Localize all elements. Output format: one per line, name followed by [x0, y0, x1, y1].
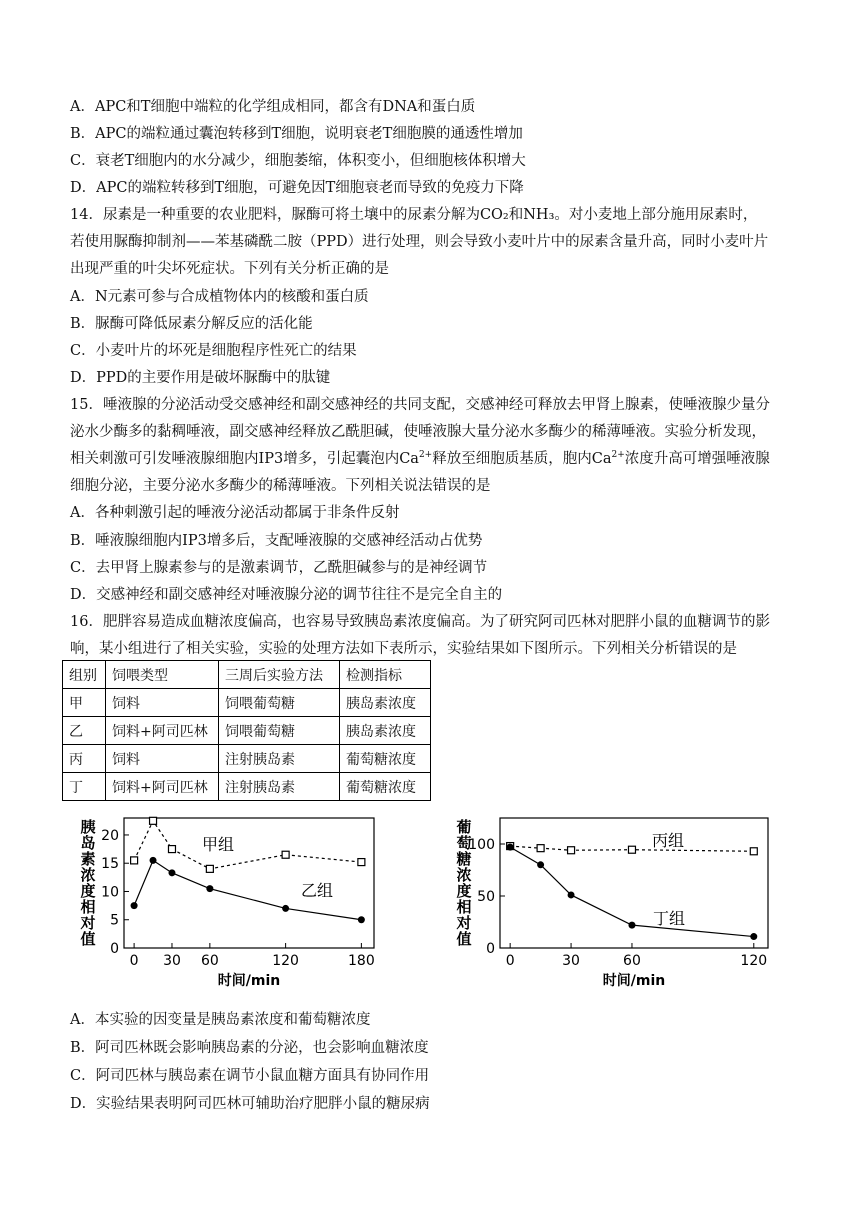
- table-header-row: [63, 661, 431, 689]
- q15-stem-3c: 浓度升高可增强唾液腺: [624, 451, 770, 467]
- table-row: [63, 745, 431, 773]
- ca-charge-1: 2+: [418, 450, 433, 461]
- table-header-cell: 饲喂类型: [106, 661, 219, 689]
- q14-option-d: D．PPD的主要作用是破坏脲酶中的肽键: [70, 370, 331, 386]
- table-cell: 丁: [63, 773, 106, 801]
- data-point: [131, 902, 138, 909]
- q14-stem-3: 出现严重的叶尖坏死症状。下列有关分析正确的是: [70, 261, 389, 277]
- q15-stem-2: 泌水少酶多的黏稠唾液，副交感神经释放乙酰胆碱，使唾液腺大量分泌水多酶少的稀薄唾液。实验分析发现，: [70, 424, 766, 440]
- data-point: [750, 933, 757, 940]
- ca-charge-2: 2+: [611, 450, 625, 461]
- q15-option-c: C．去甲肾上腺素参与的是激素调节，乙酰胆碱参与的是神经调节: [70, 560, 488, 576]
- table-cell: 饲喂葡萄糖: [219, 717, 340, 745]
- data-point: [206, 865, 213, 872]
- q13-option-b: B．APC的端粒通过囊泡转移到T细胞，说明衰老T细胞膜的通透性增加: [70, 126, 523, 142]
- table-cell: 甲: [63, 689, 106, 717]
- data-point: [628, 846, 635, 853]
- q15-stem-4: 细胞分泌，主要分泌水多酶少的稀薄唾液。下列相关说法错误的是: [70, 478, 491, 494]
- table-header-cell: 三周后实验方法: [219, 661, 340, 689]
- q16-option-d: D．实验结果表明阿司匹林可辅助治疗肥胖小鼠的糖尿病: [70, 1096, 430, 1112]
- q15-option-d: D．交感神经和副交感神经对唾液腺分泌的调节往往不是完全自主的: [70, 587, 503, 603]
- q16-option-c: C．阿司匹林与胰岛素在调节小鼠血糖方面具有协同作用: [70, 1068, 430, 1084]
- glucose-chart: [435, 810, 780, 1000]
- y-tick-label: 15: [101, 856, 119, 873]
- experiment-table: [62, 660, 431, 801]
- q13-option-a: A．APC和T细胞中端粒的化学组成相同，都含有DNA和蛋白质: [70, 99, 476, 115]
- y-tick-label: 0: [486, 941, 495, 957]
- q15-option-a: A．各种刺激引起的唾液分泌活动都属于非条件反射: [70, 505, 400, 521]
- table-row: [63, 717, 431, 745]
- data-point: [131, 857, 138, 864]
- x-tick-label: 60: [623, 953, 641, 969]
- q13-option-c: C．衰老T细胞内的水分减少，细胞萎缩，体积变小，但细胞核体积增大: [70, 153, 526, 169]
- table-cell: 胰岛素浓度: [340, 717, 431, 745]
- data-point: [628, 922, 635, 929]
- q16-stem-1: 16．肥胖容易造成血糖浓度偏高，也容易导致胰岛素浓度偏高。为了研究阿司匹林对肥胖小鼠的血糖调节的影: [70, 614, 770, 630]
- data-point: [568, 847, 575, 854]
- x-tick-label: 60: [200, 953, 219, 969]
- table-row: [63, 689, 431, 717]
- q13-option-d: D．APC的端粒转移到T细胞，可避免因T细胞衰老而导致的免疫力下降: [70, 180, 524, 196]
- q14-option-a: A．N元素可参与合成植物体内的核酸和蛋白质: [70, 289, 369, 305]
- q16-stem-2: 响，某小组进行了相关实验，实验的处理方法如下表所示，实验结果如下图所示。下列相关分析错误的是: [70, 641, 737, 657]
- data-point: [537, 861, 544, 868]
- table-header-cell: 检测指标: [340, 661, 431, 689]
- table-cell: 饲喂葡萄糖: [219, 689, 340, 717]
- plot-frame: [500, 818, 768, 948]
- y-axis-label: 胰岛素浓度相对值: [80, 818, 96, 948]
- q15-stem-3: [70, 449, 770, 469]
- x-axis-label: 时间/min: [217, 973, 281, 989]
- q15-option-b: B．唾液腺细胞内IP3增多后，支配唾液腺的交感神经活动占优势: [70, 533, 483, 549]
- table-cell: 饲料: [106, 745, 219, 773]
- q14-option-c: C．小麦叶片的坏死是细胞程序性死亡的结果: [70, 343, 357, 359]
- table-cell: 饲料+阿司匹林: [106, 717, 219, 745]
- y-tick-label: 5: [110, 912, 119, 929]
- table-row: [63, 773, 431, 801]
- q14-option-b: B．脲酶可降低尿素分解反应的活化能: [70, 316, 313, 332]
- series-label: 甲组: [202, 835, 235, 854]
- data-point: [537, 845, 544, 852]
- y-tick-label: 100: [468, 837, 495, 853]
- plot-frame: [124, 818, 374, 948]
- y-axis-label: 葡萄糖浓度相对值: [456, 818, 472, 948]
- x-tick-label: 120: [740, 953, 768, 969]
- q14-stem-1: 14．尿素是一种重要的农业肥料，脲酶可将土壤中的尿素分解为CO₂和NH₃。对小麦地上部分施用尿素时，: [70, 207, 758, 223]
- series-line: [134, 821, 361, 869]
- y-tick-label: 10: [101, 884, 119, 901]
- table-cell: 葡萄糖浓度: [340, 773, 431, 801]
- q16-option-a: A．本实验的因变量是胰岛素浓度和葡萄糖浓度: [70, 1012, 371, 1028]
- data-point: [282, 905, 289, 912]
- q15-stem-3a: 相关刺激可引发唾液腺细胞内IP3增多，引起囊泡内Ca: [70, 451, 419, 467]
- data-point: [507, 844, 514, 851]
- data-point: [168, 869, 175, 876]
- x-tick-label: 30: [163, 953, 181, 969]
- data-point: [282, 851, 289, 858]
- y-tick-label: 20: [101, 827, 119, 844]
- series-label: 丁组: [653, 909, 686, 928]
- data-point: [168, 846, 175, 853]
- table-cell: 胰岛素浓度: [340, 689, 431, 717]
- series-label: 丙组: [652, 831, 685, 850]
- x-tick-label: 120: [272, 953, 299, 969]
- table-cell: 饲料+阿司匹林: [106, 773, 219, 801]
- table-cell: 饲料: [106, 689, 219, 717]
- x-tick-label: 0: [129, 953, 139, 969]
- q15-stem-3b: 释放至细胞质基质，胞内Ca: [432, 451, 612, 467]
- q15-stem-1: 15．唾液腺的分泌活动受交感神经和副交感神经的共同支配，交感神经可释放去甲肾上腺素，使唾液腺少量分: [70, 397, 770, 413]
- x-tick-label: 180: [348, 953, 375, 969]
- x-tick-label: 30: [562, 953, 580, 969]
- y-tick-label: 0: [110, 941, 119, 957]
- data-point: [358, 916, 365, 923]
- data-point: [358, 859, 365, 866]
- table-cell: 葡萄糖浓度: [340, 745, 431, 773]
- q16-option-b: B．阿司匹林既会影响胰岛素的分泌，也会影响血糖浓度: [70, 1040, 429, 1056]
- series-label: 乙组: [301, 881, 334, 900]
- data-point: [750, 848, 757, 855]
- x-tick-label: 0: [505, 953, 515, 969]
- data-point: [206, 885, 213, 892]
- data-point: [150, 857, 157, 864]
- table-cell: 注射胰岛素: [219, 773, 340, 801]
- data-point: [568, 891, 575, 898]
- y-tick-label: 50: [477, 889, 495, 905]
- table-cell: 注射胰岛素: [219, 745, 340, 773]
- table-cell: 乙: [63, 717, 106, 745]
- data-point: [150, 817, 157, 824]
- table-cell: 丙: [63, 745, 106, 773]
- table-header-cell: 组别: [63, 661, 106, 689]
- q14-stem-2: 若使用脲酶抑制剂——苯基磷酰二胺（PPD）进行处理，则会导致小麦叶片中的尿素含量升高，同时小麦叶片: [70, 234, 769, 250]
- x-axis-label: 时间/min: [602, 973, 666, 989]
- insulin-chart: [70, 810, 390, 1000]
